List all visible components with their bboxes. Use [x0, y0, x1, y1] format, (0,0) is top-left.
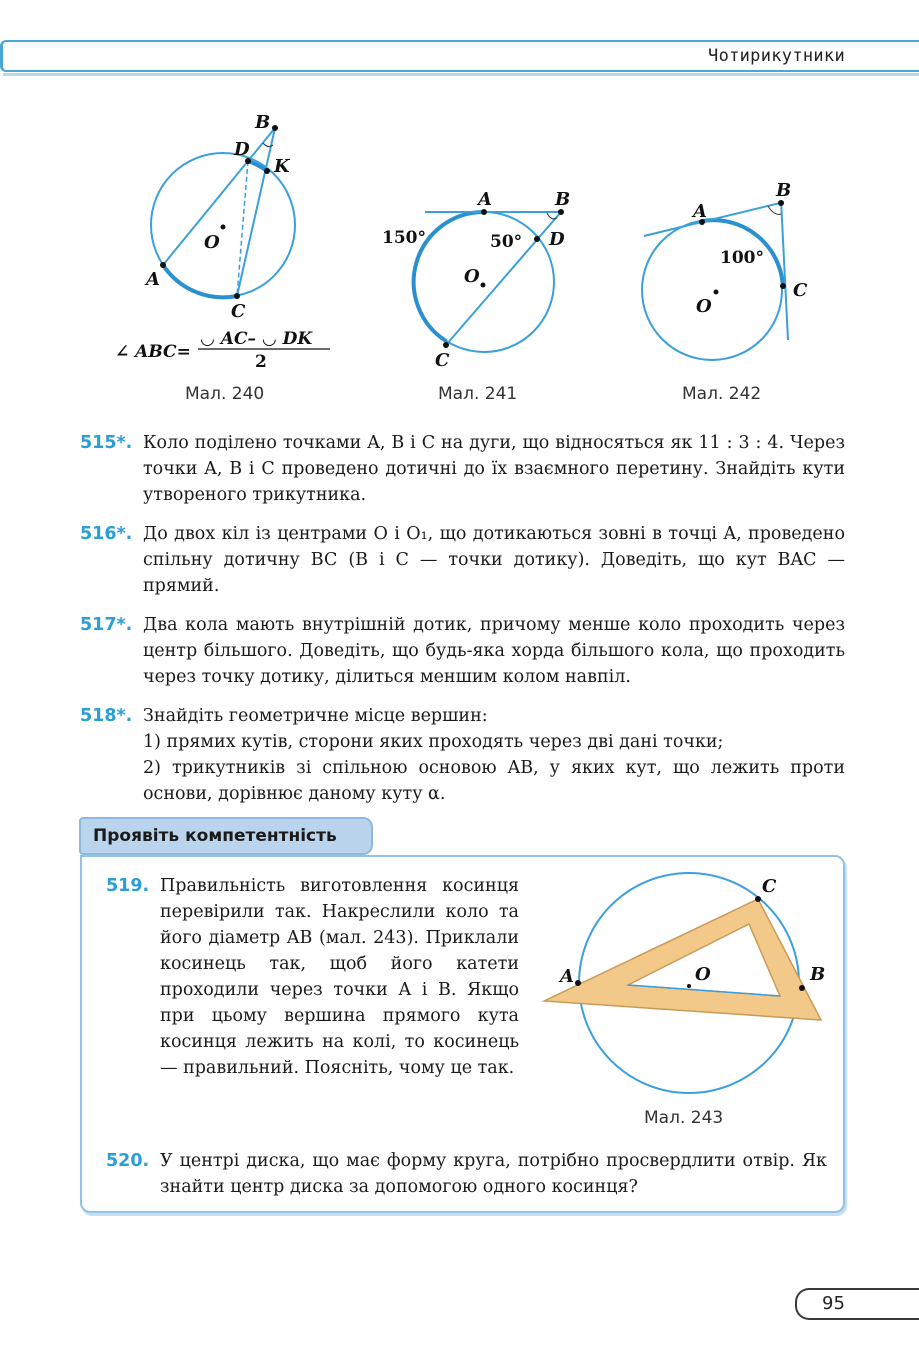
problem-515 [80, 430, 845, 508]
fig240-point-K: K [274, 156, 290, 177]
problem-516 [80, 521, 845, 599]
fig240-point-O: O [204, 232, 220, 253]
problem-text: Коло поділено точками A, B і C на дуги, що відносяться як 11 : 3 : 4. Через точки A, B і C проведено дотичні до їх взаємного перетину. Знайдіть кути утвореного трикутника. [143, 433, 845, 505]
fig243-point-B: B [810, 964, 826, 985]
fig243-caption: Мал. 243 [644, 1108, 724, 1128]
fig241-point-D: D [549, 229, 565, 250]
figure-241 [375, 185, 605, 375]
fig242-angle-100: 100° [720, 248, 764, 268]
fig240-formula-numerator: ◡ AC– ◡ DK [200, 329, 313, 349]
fig240-point-B: B [255, 112, 271, 133]
page-number-box [795, 1288, 919, 1320]
problem-520 [106, 1148, 827, 1200]
fig240-point-A: A [146, 269, 160, 290]
page-number: 95 [822, 1293, 845, 1314]
fig240-formula-denominator: 2 [255, 352, 267, 372]
fig240-point-C: C [231, 301, 246, 322]
problem-item-2: 2) трикутників зі спільною основою AB, у яких кут, що лежить проти основи, дорівнює даному куту α. [143, 758, 845, 804]
fig241-point-C: C [435, 350, 450, 371]
fig241-angle-150: 150° [382, 228, 426, 248]
figure-240 [110, 105, 340, 375]
fig243-point-O: O [695, 964, 711, 985]
fig242-caption: Мал. 242 [682, 384, 762, 404]
fig242-point-A: A [693, 201, 707, 222]
problem-item-1: 1) прямих кутів, сторони яких проходять через дві дані точки; [143, 732, 724, 752]
problem-text: Два кола мають внутрішній дотик, причому менше коло проходить через центр більшого. Доведіть, що будь-яка хорда більшого кола, що проходить через точку дотику, ділиться меншим колом навпіл. [143, 615, 845, 687]
fig243-point-A: A [560, 966, 574, 987]
competence-tab [79, 817, 373, 855]
fig240-formula-lhs: ∠ ABC= [115, 342, 191, 362]
problem-number: 515*. [80, 433, 133, 453]
problem-518 [80, 703, 845, 807]
fig241-point-O: O [464, 266, 480, 287]
fig242-point-C: C [793, 280, 808, 301]
problem-text: До двох кіл із центрами O і O₁, що дотикаються зовні в точці A, проведено спільну дотичну BC (B і C — точки дотику). Доведіть, що кут BAC — прямий. [143, 524, 845, 596]
fig241-point-A: A [478, 189, 492, 210]
fig240-caption: Мал. 240 [185, 384, 265, 404]
section-title: Чотирикутники [708, 46, 845, 66]
figure-241-drawing [375, 185, 605, 375]
problem-number: 519. [106, 876, 150, 896]
figure-243-drawing [540, 872, 830, 1102]
fig242-point-B: B [776, 180, 792, 201]
fig241-point-B: B [555, 189, 571, 210]
fig243-point-C: C [762, 876, 777, 897]
problem-number: 518*. [80, 706, 133, 726]
problem-number: 516*. [80, 524, 133, 544]
problem-text: У центрі диска, що має форму круга, потрібно просвердлити отвір. Як знайти центр диска за допомогою одного косинця? [160, 1151, 827, 1197]
figure-242-drawing [640, 180, 840, 370]
fig240-point-D: D [234, 139, 250, 160]
figure-240-drawing [110, 105, 340, 375]
fig241-caption: Мал. 241 [438, 384, 518, 404]
figure-242 [640, 180, 840, 370]
problem-text: Правильність виготовлення косинця перевірили так. Накреслили коло та його діаметр AB (мал. 243). Приклали косинець так, щоб його катети проходили через точки A і B. Якщо при цьому вершина прямого кута косинця лежить на колі, то косинець — правильний. Поясніть, чому це так. [160, 876, 519, 1078]
problem-number: 520. [106, 1151, 150, 1171]
problem-517 [80, 612, 845, 690]
competence-title: Проявіть компетентність [93, 826, 337, 846]
fig242-point-O: O [696, 296, 712, 317]
problem-519 [106, 873, 519, 1081]
figure-243 [540, 872, 830, 1102]
problem-number: 517*. [80, 615, 133, 635]
problem-text: Знайдіть геометричне місце вершин: [143, 706, 488, 726]
fig241-angle-50: 50° [490, 232, 523, 252]
